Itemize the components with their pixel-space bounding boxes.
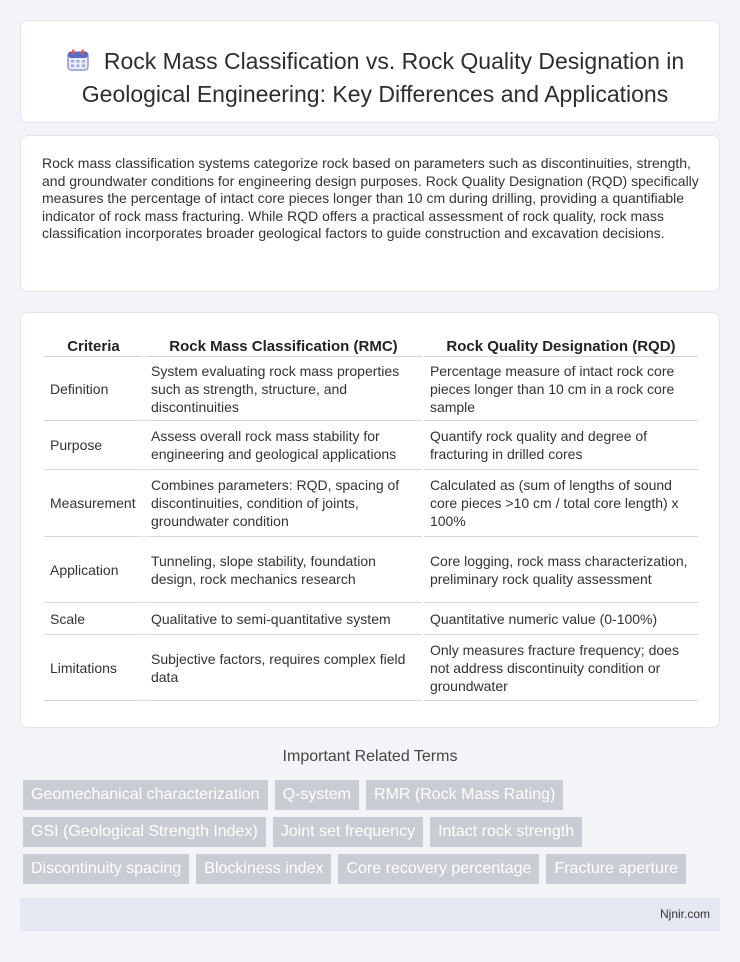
tag[interactable]: Geomechanical characterization [23,780,268,810]
table-row [44,357,698,421]
row-criteria: Measurement [44,470,143,537]
row-rqd: Percentage measure of intact rock core pieces longer than 10 cm in a rock core sample [424,357,698,421]
intro-card [20,135,720,292]
table-header-row [44,335,698,357]
tag-row [23,817,723,847]
tag[interactable]: GSI (Geological Strength Index) [23,817,266,847]
comparison-table [42,335,700,701]
tag[interactable]: Q-system [275,780,359,810]
header-rmc: Rock Mass Classification (RMC) [145,335,422,357]
related-terms-heading: Important Related Terms [282,748,458,765]
row-criteria: Definition [44,357,143,421]
table-row [44,470,698,537]
tag[interactable]: Blockiness index [196,854,331,884]
row-rqd: Quantitative numeric value (0-100%) [424,603,698,635]
row-rqd: Core logging, rock mass characterization, preliminary rock quality assessment [424,537,698,603]
row-rmc: Combines parameters: RQD, spacing of discontinuities, condition of joints, groundwater condition [145,470,422,537]
tag[interactable]: RMR (Rock Mass Rating) [366,780,563,810]
tag[interactable]: Core recovery percentage [338,854,539,884]
row-rqd: Only measures fracture frequency; does not address discontinuity condition or groundwater [424,635,698,701]
row-criteria: Scale [44,603,143,635]
tag-row [23,854,723,884]
row-criteria: Application [44,537,143,603]
header-criteria: Criteria [44,335,143,357]
row-rmc: Subjective factors, requires complex field data [145,635,422,701]
calendar-icon [66,48,90,79]
related-terms-list [23,780,723,891]
page-title [51,46,699,109]
row-rmc: Assess overall rock mass stability for engineering and geological applications [145,421,422,470]
comparison-table-card [20,312,720,728]
intro-paragraph: Rock mass classification systems categorize rock based on parameters such as discontinuities, strength, and groundwater conditions for engineering design purposes. Rock Quality Designation (RQD) specifically measures the percentage of intact core pieces longer than 10 cm during drilling, providing a quantifiable indicator of rock mass fracturing. While RQD offers a practical assessment of rock quality, rock mass classification incorporates broader geological factors to guide construction and excavation decisions. [42,155,699,242]
tag-row [23,780,723,810]
table-row [44,421,698,470]
tag[interactable]: Discontinuity spacing [23,854,189,884]
footer-site[interactable]: Njnir.com [659,907,710,921]
row-criteria: Limitations [44,635,143,701]
tag[interactable]: Joint set frequency [273,817,423,847]
row-rmc: Qualitative to semi-quantitative system [145,603,422,635]
row-rmc: System evaluating rock mass properties such as strength, structure, and discontinuities [145,357,422,421]
row-rmc: Tunneling, slope stability, foundation design, rock mechanics research [145,537,422,603]
row-rqd: Calculated as (sum of lengths of sound core pieces >10 cm / total core length) x 100% [424,470,698,537]
footer [20,898,720,931]
table-row [44,537,698,603]
row-rqd: Quantify rock quality and degree of fracturing in drilled cores [424,421,698,470]
header-rqd: Rock Quality Designation (RQD) [424,335,698,357]
tag[interactable]: Fracture aperture [546,854,686,884]
title-text: Rock Mass Classification vs. Rock Quality Designation in Geological Engineering: Key Differences and Applications [81,48,685,107]
table-row [44,635,698,701]
row-criteria: Purpose [44,421,143,470]
tag[interactable]: Intact rock strength [430,817,582,847]
table-row [44,603,698,635]
title-card [20,20,720,123]
